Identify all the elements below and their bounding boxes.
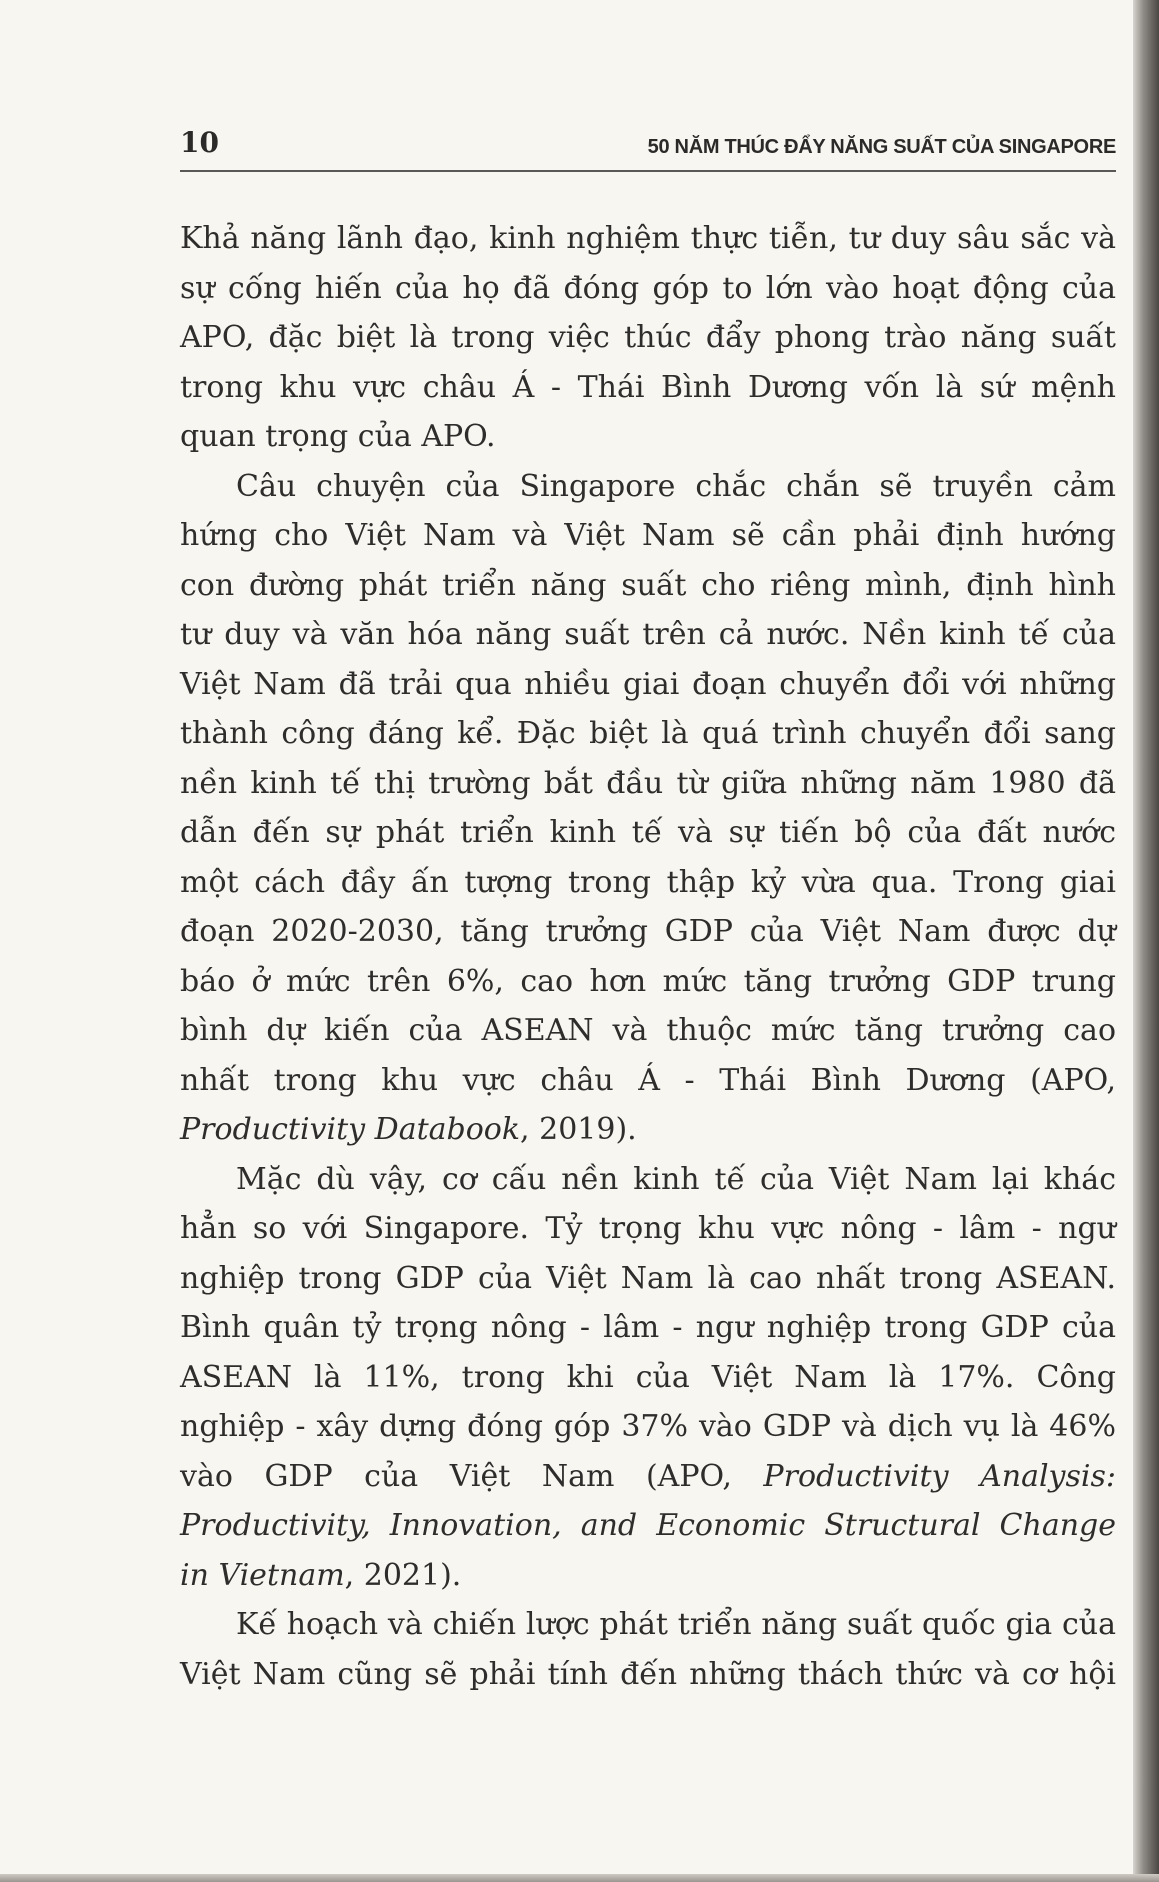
- page-edge-shadow: [1133, 0, 1159, 1882]
- text-line: thành công đáng kể. Đặc biệt là quá trình chuyển đổi sang: [180, 716, 1116, 751]
- citation-rest: , 2019).: [520, 1112, 637, 1147]
- citation-prefix: vào GDP của Việt Nam (APO,: [180, 1458, 732, 1494]
- text-line: hứng cho Việt Nam và Việt Nam sẽ cần phải định hướng: [180, 518, 1116, 553]
- citation-line: [180, 1551, 1116, 1601]
- text-line: bình dự kiến của ASEAN và thuộc mức tăng trưởng cao: [180, 1013, 1116, 1048]
- text-line: hẳn so với Singapore. Tỷ trọng khu vực nông - lâm - ngư: [180, 1211, 1116, 1246]
- page-bottom-edge: [0, 1874, 1159, 1882]
- page-number: 10: [180, 126, 219, 159]
- text-line: đoạn 2020-2030, tăng trưởng GDP của Việt Nam được dự: [180, 914, 1116, 949]
- citation-title: in Vietnam: [180, 1557, 345, 1593]
- text-line: Kế hoạch và chiến lược phát triển năng suất quốc gia của: [236, 1607, 1116, 1642]
- text-line: dẫn đến sự phát triển kinh tế và sự tiến bộ của đất nước: [180, 815, 1116, 850]
- citation-title: Productivity Databook: [180, 1112, 521, 1147]
- text-line: Câu chuyện của Singapore chắc chắn sẽ truyền cảm: [236, 468, 1116, 504]
- text-line: Mặc dù vậy, cơ cấu nền kinh tế của Việt Nam lại khác: [236, 1161, 1116, 1197]
- text-line: báo ở mức trên 6%, cao hơn mức tăng trưởng GDP trung: [180, 963, 1116, 999]
- citation-line: [180, 1452, 1116, 1502]
- text-line: tư duy và văn hóa năng suất trên cả nước. Nền kinh tế của: [180, 617, 1116, 652]
- text-line: ASEAN là 11%, trong khi của Việt Nam là 17%. Công: [180, 1359, 1116, 1395]
- text-line: quan trọng của APO.: [180, 419, 496, 454]
- text-line: nền kinh tế thị trường bắt đầu từ giữa những năm 1980 đã: [180, 765, 1116, 801]
- body-text: [180, 214, 1116, 1699]
- text-line: APO, đặc biệt là trong việc thúc đẩy phong trào năng suất: [180, 320, 1116, 355]
- text-line: Việt Nam đã trải qua nhiều giai đoạn chuyển đổi với những: [180, 666, 1116, 702]
- text-line: một cách đầy ấn tượng trong thập kỷ vừa qua. Trong giai: [180, 864, 1116, 900]
- text-line: sự cống hiến của họ đã đóng góp to lớn vào hoạt động của: [180, 270, 1116, 306]
- page-header: [180, 124, 1116, 172]
- text-line: Khả năng lãnh đạo, kinh nghiệm thực tiễn, tư duy sâu sắc và: [180, 221, 1116, 256]
- text-line: Việt Nam cũng sẽ phải tính đến những thách thức và cơ hội: [180, 1656, 1116, 1692]
- text-line: trong khu vực châu Á - Thái Bình Dương vốn là sứ mệnh: [180, 369, 1116, 405]
- text-line: Bình quân tỷ trọng nông - lâm - ngư nghiệp trong GDP của: [180, 1310, 1116, 1345]
- text-line: nhất trong khu vực châu Á - Thái Bình Dương (APO,: [180, 1062, 1116, 1098]
- running-title: 50 NĂM THÚC ĐẨY NĂNG SUẤT CỦA SINGAPORE: [647, 136, 1116, 158]
- text-line: con đường phát triển năng suất cho riêng mình, định hình: [180, 567, 1116, 603]
- citation-title: Productivity Analysis:: [763, 1458, 1116, 1494]
- citation-line: [180, 1105, 1116, 1155]
- text-line: nghiệp - xây dựng đóng góp 37% vào GDP và dịch vụ là 46%: [180, 1409, 1116, 1444]
- text-line: nghiệp trong GDP của Việt Nam là cao nhất trong ASEAN.: [180, 1260, 1116, 1296]
- citation-title-line: Productivity, Innovation, and Economic Structural Change: [180, 1508, 1116, 1543]
- citation-rest: , 2021).: [344, 1557, 462, 1593]
